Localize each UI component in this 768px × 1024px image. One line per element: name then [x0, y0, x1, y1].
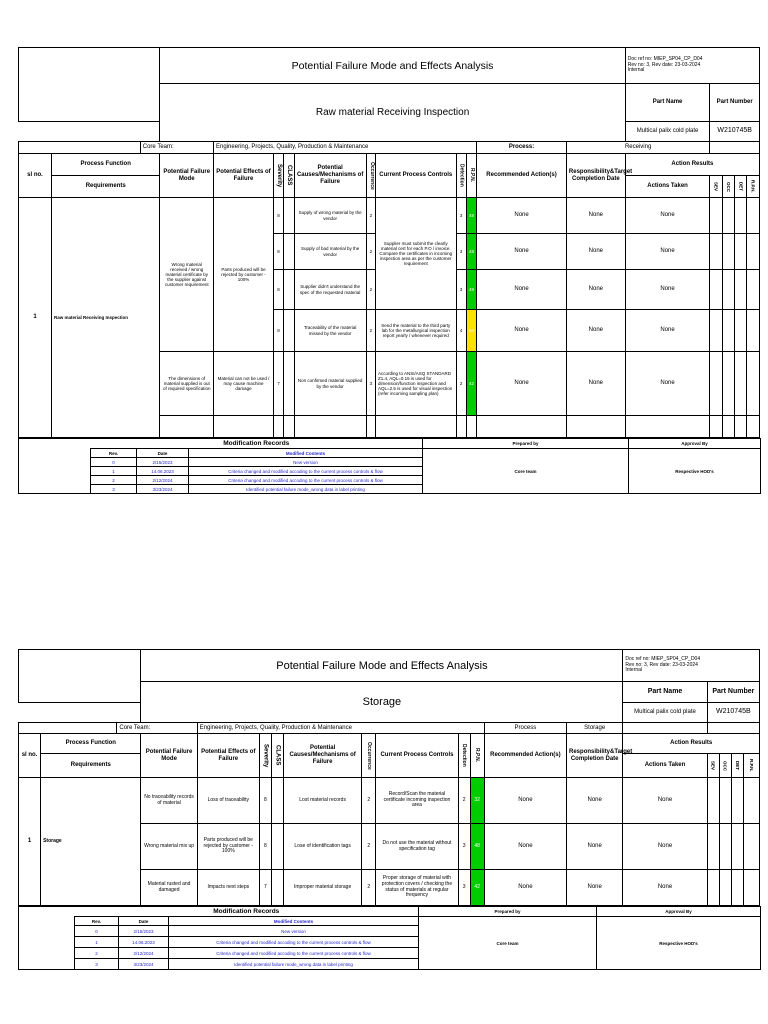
rpn-value: 42 — [466, 352, 476, 416]
rpn-value: 32 — [470, 778, 484, 824]
detection-value: 3 — [456, 270, 466, 310]
failure-mode: No traceability records of material — [141, 778, 197, 824]
mod-rev: 0 — [75, 926, 119, 937]
class-value — [284, 198, 294, 234]
header-rpn-result: R.P.N. — [747, 176, 760, 198]
cause: Improper material storage — [283, 870, 361, 906]
part-name-label: Part Name — [625, 84, 710, 122]
header-responsibility: Responsibility&Target Completion Date — [566, 154, 625, 198]
mod-contents: New version — [189, 458, 423, 467]
header-occurrence: Occurrence — [362, 734, 376, 778]
header-requirements: Requirements — [52, 176, 160, 198]
header-responsibility: Responsibility&Target Completion Date — [567, 734, 623, 778]
part-number: W210745B — [707, 703, 759, 723]
core-team-label: Core Team: — [140, 142, 213, 154]
responsibility: None — [566, 352, 625, 416]
process-subtitle: Storage — [141, 682, 623, 723]
rev-label: Rev. — [91, 449, 137, 458]
approval-by-label: Approval By — [629, 439, 761, 449]
fmea-sheet-receiving — [18, 47, 760, 494]
cause: Lost material records — [283, 778, 361, 824]
severity-value: 7 — [273, 352, 283, 416]
mod-contents: Identified potential failure mode_wrong data in label printing — [189, 485, 423, 494]
severity-value: 8 — [273, 198, 283, 234]
header-effects: Potential Effects of Failure — [197, 734, 259, 778]
header-occurrence: Occurrence — [366, 154, 375, 198]
mod-rev: 1 — [75, 937, 119, 948]
core-team: Engineering, Projects, Quality, Production & Maintenance — [197, 723, 484, 734]
class-value — [284, 270, 294, 310]
failure-mode: Wrong material received / wrong material certificate by the supplier against customer requirement — [160, 198, 214, 352]
table-row — [19, 778, 760, 824]
responsibility: None — [566, 270, 625, 310]
header-effects: Potential Effects of Failure — [214, 154, 274, 198]
header-sev: SEV — [707, 754, 719, 778]
header-process-function: Process Function — [52, 154, 160, 176]
detection-value: 3 — [456, 234, 466, 270]
rpn-value: 42 — [470, 870, 484, 906]
mod-rev: 1 — [91, 467, 137, 476]
recommended-action: None — [484, 824, 566, 870]
process-function-value: Raw material Receiving Inspection — [52, 198, 160, 438]
modified-contents-label: Modified Contents — [169, 917, 419, 926]
mod-date: 2/15/2023 — [137, 458, 189, 467]
header-causes: Potential Causes/Mechanisms of Failure — [283, 734, 361, 778]
class-value — [271, 824, 283, 870]
mod-contents: Criteria changed and modified accoding to the current process controls & flow — [169, 948, 419, 959]
header-controls: Current Process Controls — [376, 154, 456, 198]
header-class: CLASS — [284, 154, 294, 198]
occurrence-value: 3 — [366, 352, 375, 416]
detection-value: 2 — [456, 352, 466, 416]
part-number-label: Part Number — [710, 84, 760, 122]
header-severity: Severity — [259, 734, 271, 778]
process-controls: Proper storage of material with protection covers / checking the status of materials at regular frequency — [376, 870, 458, 906]
header-causes: Potential Causes/Mechanisms of Failure — [294, 154, 366, 198]
class-value — [284, 234, 294, 270]
process-subtitle: Raw material Receiving Inspection — [160, 84, 625, 142]
mod-date: 14.06.2023 — [137, 467, 189, 476]
blank-corner — [19, 650, 141, 703]
modification-title: Modification Records — [75, 907, 419, 917]
failure-effect: Parts produced will be rejected by customer - 100% — [197, 824, 259, 870]
actions-taken: None — [625, 198, 710, 234]
occurrence-value: 2 — [362, 778, 376, 824]
header-detection: Detection — [458, 734, 470, 778]
modified-contents-label: Modified Contents — [189, 449, 423, 458]
doc-ref: Doc ref no: MIEP_SP04_CP_D04 — [625, 655, 701, 662]
occurrence-value: 2 — [366, 310, 375, 352]
process-controls: Supplier must submit the clearly material cert for each P.O / invoice. Compare the certificates in incoming inspection area as per the customer requirement — [376, 198, 456, 310]
process-label: Process: — [477, 142, 567, 154]
class-value — [271, 870, 283, 906]
responsibility: None — [566, 198, 625, 234]
modification-records — [18, 438, 761, 494]
sl-number: 1 — [19, 778, 41, 906]
approval-by: Respective HOD's — [629, 449, 761, 494]
process-label: Process — [484, 723, 566, 734]
process-value: Receiving — [566, 142, 709, 154]
mod-date: 3/23/2024 — [119, 959, 169, 970]
process-controls: Record/Scan the material certificate incoming inspection area — [376, 778, 458, 824]
recommended-action: None — [484, 778, 566, 824]
rpn-value: 48 — [466, 198, 476, 234]
occurrence-value: 2 — [366, 270, 375, 310]
fmea-title: Potential Failure Mode and Effects Analysis — [160, 48, 625, 84]
mod-rev: 0 — [91, 458, 137, 467]
header-recommended: Recommended Action(s) — [484, 734, 566, 778]
doc-ref-block — [623, 650, 760, 682]
cause: Supply of bad material by the vendor — [294, 234, 366, 270]
detection-value: 3 — [458, 870, 470, 906]
blank-left-2 — [19, 723, 117, 734]
responsibility: None — [566, 234, 625, 270]
header-sev: SEV — [710, 176, 722, 198]
detection-value: 4 — [456, 310, 466, 352]
header-det: DET — [735, 176, 747, 198]
rev-info: Rev no: 3, Rev date: 23-03-2024 — [625, 661, 698, 668]
mod-date: 2/15/2023 — [119, 926, 169, 937]
approval-by: Respective HOD's — [597, 917, 761, 970]
process-value: Storage — [567, 723, 623, 734]
severity-value: 7 — [259, 870, 271, 906]
responsibility: None — [566, 310, 625, 352]
rpn-value: 48 — [470, 824, 484, 870]
fmea-title: Potential Failure Mode and Effects Analysis — [141, 650, 623, 682]
mod-rev: 2 — [91, 476, 137, 485]
header-recommended: Recommended Action(s) — [477, 154, 567, 198]
header-detection: Detection — [456, 154, 466, 198]
header-rpn-result: R.P.N. — [743, 754, 759, 778]
class-value — [284, 310, 294, 352]
cause: Lose of identification tags — [283, 824, 361, 870]
detection-value: 3 — [456, 198, 466, 234]
header-actions-taken: Actions Taken — [625, 176, 710, 198]
actions-taken: None — [623, 824, 707, 870]
actions-taken: None — [625, 310, 710, 352]
responsibility: None — [567, 870, 623, 906]
rpn-value: 48 — [466, 270, 476, 310]
severity-value: 8 — [273, 234, 283, 270]
detection-value: 2 — [458, 778, 470, 824]
occurrence-value: 2 — [366, 198, 375, 234]
process-controls: Do not use the material without specification tag — [376, 824, 458, 870]
failure-mode: Wrong material mix up — [141, 824, 197, 870]
part-name-label: Part Name — [623, 682, 707, 703]
classification: Internal — [625, 667, 643, 674]
rev-info: Rev no: 3, Rev date: 23-03-2024 — [627, 61, 701, 68]
prepared-by: Core team — [423, 449, 629, 494]
part-name: Multical palix cold plate — [625, 122, 710, 142]
severity-value: 8 — [259, 824, 271, 870]
severity-value: 8 — [259, 778, 271, 824]
classification: Internal — [627, 67, 645, 74]
class-value — [271, 778, 283, 824]
part-number: W210745B — [710, 122, 760, 142]
occurrence-value: 2 — [362, 824, 376, 870]
process-controls: Send the material to the third party lab for the metallurgical inspection report yearly / whenever required — [376, 310, 456, 352]
blank-left — [19, 122, 160, 142]
sl-number: 1 — [19, 198, 52, 438]
header-controls: Current Process Controls — [376, 734, 458, 778]
date-label: Date — [137, 449, 189, 458]
process-function-value: Storage — [41, 778, 141, 906]
doc-ref-block — [625, 48, 759, 84]
recommended-action: None — [477, 310, 567, 352]
approval-by-label: Approval By — [597, 907, 761, 917]
class-value — [284, 352, 294, 416]
recommended-action: None — [484, 870, 566, 906]
mod-contents: Criteria changed and modified accoding to the current process controls & flow — [189, 476, 423, 485]
blank-left-2 — [19, 142, 141, 154]
header-process-function: Process Function — [41, 734, 141, 754]
severity-value: 8 — [273, 270, 283, 310]
mod-date: 2/12/2024 — [137, 476, 189, 485]
cause: Non confirmed material supplied by the vendor — [294, 352, 366, 416]
blank-right — [707, 723, 759, 734]
actions-taken: None — [623, 870, 707, 906]
header-actions-taken: Actions Taken — [623, 754, 707, 778]
table-row — [19, 198, 760, 234]
modification-title: Modification Records — [91, 439, 423, 449]
occurrence-value: 2 — [362, 870, 376, 906]
mod-rev: 2 — [75, 948, 119, 959]
core-team-label: Core Team: — [117, 723, 197, 734]
cause: Traceability of the material missed by the vendor — [294, 310, 366, 352]
failure-effect: Material can not be used / may cause machine damage — [214, 352, 274, 416]
blank-cell — [623, 723, 707, 734]
header-failure-mode: Potential Failure Mode — [141, 734, 197, 778]
blank-corner — [19, 48, 160, 122]
responsibility: None — [567, 824, 623, 870]
header-failure-mode: Potential Failure Mode — [160, 154, 214, 198]
header-action-results: Action Results — [623, 734, 760, 754]
header-sl-no: sl no. — [19, 734, 41, 778]
prepared-by-label: Prepared by — [423, 439, 629, 449]
mod-contents: Criteria changed and modified accoding to the current process controls & flow — [169, 937, 419, 948]
detection-value: 3 — [458, 824, 470, 870]
header-det: DET — [731, 754, 743, 778]
actions-taken: None — [625, 270, 710, 310]
cause: Supply of wrong material by the vendor — [294, 198, 366, 234]
responsibility: None — [567, 778, 623, 824]
cause: Supplier didn't understand the spec of the requested material — [294, 270, 366, 310]
part-number-label: Part Number — [707, 682, 759, 703]
mod-contents: Identified potential failure mode_wrong data in label printing — [169, 959, 419, 970]
failure-effect: Impacts next steps — [197, 870, 259, 906]
rpn-value: 64 — [466, 310, 476, 352]
mod-rev: 3 — [91, 485, 137, 494]
part-name: Multical palix cold plate — [623, 703, 707, 723]
actions-taken: None — [623, 778, 707, 824]
failure-effect: Parts produced will be rejected by customer - 100% — [214, 198, 274, 352]
mod-rev: 3 — [75, 959, 119, 970]
prepared-by: Core team — [419, 917, 597, 970]
mod-contents: New version — [169, 926, 419, 937]
process-controls: According to ANSI/ASQ STANDARD Z1.4, AQL=0.15 is used for dimension/function inspection and AQL=2.5 is used for visual inspection (refer incoming sampling plan) — [376, 352, 456, 416]
header-severity: Severity — [273, 154, 283, 198]
occurrence-value: 2 — [366, 234, 375, 270]
mod-date: 2/12/2024 — [119, 948, 169, 959]
rpn-value: 48 — [466, 234, 476, 270]
recommended-action: None — [477, 198, 567, 234]
header-requirements: Requirements — [41, 754, 141, 778]
recommended-action: None — [477, 234, 567, 270]
rev-label: Rev. — [75, 917, 119, 926]
blank-right — [710, 142, 760, 154]
header-rpn: R.P.N. — [470, 734, 484, 778]
header-occ: OCC — [722, 176, 734, 198]
actions-taken: None — [625, 234, 710, 270]
fmea-table-receiving — [18, 47, 760, 438]
fmea-sheet-storage — [18, 649, 760, 970]
severity-value: 8 — [273, 310, 283, 352]
header-sl-no: sl no. — [19, 154, 52, 198]
blank-left — [19, 703, 141, 723]
mod-date: 14.06.2023 — [119, 937, 169, 948]
prepared-by-label: Prepared by — [419, 907, 597, 917]
date-label: Date — [119, 917, 169, 926]
mod-contents: Criteria changed and modified accoding to the current process controls & flow — [189, 467, 423, 476]
header-rpn: R.P.N. — [466, 154, 476, 198]
recommended-action: None — [477, 270, 567, 310]
failure-mode: The dimensions of material supplied is out of required specification — [160, 352, 214, 416]
core-team: Engineering, Projects, Quality, Production & Maintenance — [214, 142, 477, 154]
doc-ref: Doc ref no: MIEP_SP04_CP_D04 — [627, 55, 703, 62]
failure-effect: Loss of traceability — [197, 778, 259, 824]
header-class: CLASS — [271, 734, 283, 778]
modification-records — [18, 906, 761, 970]
header-action-results: Action Results — [625, 154, 759, 176]
recommended-action: None — [477, 352, 567, 416]
failure-mode: Material rusted and damaged — [141, 870, 197, 906]
header-occ: OCC — [719, 754, 731, 778]
mod-date: 3/23/2024 — [137, 485, 189, 494]
fmea-table-storage — [18, 649, 760, 906]
actions-taken: None — [625, 352, 710, 416]
